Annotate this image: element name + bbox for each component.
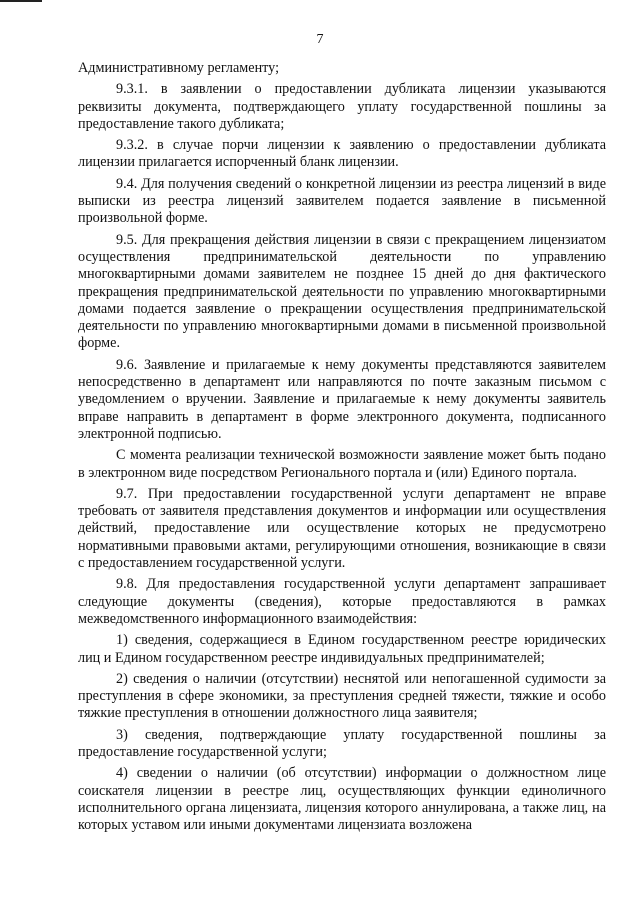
paragraph-continuation: Административному регламенту; bbox=[78, 60, 280, 76]
paragraph-9-3-2: 9.3.2. в случае порчи лицензии к заявлению о предоставлении дубликата лицензии прилагается испорченный бланк лицензии. bbox=[78, 137, 606, 171]
corner-mark bbox=[0, 0, 42, 2]
paragraph-9-6: 9.6. Заявление и прилагаемые к нему документы представляются заявителем непосредственно в департамент или направляются по почте заказным письмом с уведомлением о вручении. Заявление и прилагаемые к нему документы заявитель вправе направить в департамент в форме электронного документа, подписанного электронной подписью. bbox=[78, 356, 606, 442]
paragraph-electronic-submission: С момента реализации технической возможности заявление может быть подано в электронном виде посредством Регионального портала и (или) Единого портала. bbox=[78, 447, 606, 481]
list-item-2: 2) сведения о наличии (отсутствии) неснятой или непогашенной судимости за преступления в сфере экономики, за преступления средней тяжести, тяжкие и особо тяжкие преступления в отношении должностного лица заявителя; bbox=[78, 670, 606, 722]
list-item-1: 1) сведения, содержащиеся в Едином государственном реестре юридических лиц и Едином государственном реестре индивидуальных предпринимателей; bbox=[78, 632, 606, 666]
page-number: 7 bbox=[316, 32, 324, 47]
list-item-4: 4) сведении о наличии (об отсутствии) информации о должностном лице соискателя лицензии в реестре лиц, осуществляющих функции единоличного исполнительного органа лицензиата, лицензия которого аннулирована, а также лиц, на которых уставом или иными документами лицензиата возложена bbox=[78, 765, 606, 834]
paragraph-9-4: 9.4. Для получения сведений о конкретной лицензии из реестра лицензий в виде выписки из реестра лицензий заявителем подается заявление в письменной произвольной форме. bbox=[78, 175, 606, 227]
paragraph-9-8: 9.8. Для предоставления государственной услуги департамент запрашивает следующие документы (сведения), которые предоставляются в рамках межведомственного информационного взаимодействия: bbox=[78, 576, 606, 627]
paragraph-9-7: 9.7. При предоставлении государственной услуги департамент не вправе требовать от заявителя представления документов и информации или осуществления действий, предоставление или осуществление которых не предусмотрено нормативными правовыми актами, регулирующими отношения, возникающие в связи с предоставлением государственной услуги. bbox=[78, 485, 606, 572]
paragraph-9-5: 9.5. Для прекращения действия лицензии в связи с прекращением лицензиатом осуществления предпринимательской деятельности по управлению многоквартирными домами заявителем не позднее 15 дней до дня фактического прекращения предпринимательской деятельности по управлению многоквартирными домами подается заявление о прекращении осуществления предпринимательской деятельности по управлению многоквартирными домами в письменной произвольной форме. bbox=[78, 231, 606, 352]
document-body bbox=[78, 60, 606, 838]
list-item-3: 3) сведения, подтверждающие уплату государственной пошлины за предоставление государственной услуги; bbox=[78, 726, 606, 760]
paragraph-9-3-1: 9.3.1. в заявлении о предоставлении дубликата лицензии указываются реквизиты документа, подтверждающего уплату государственной пошлины за предоставление такого дубликата; bbox=[78, 81, 606, 132]
